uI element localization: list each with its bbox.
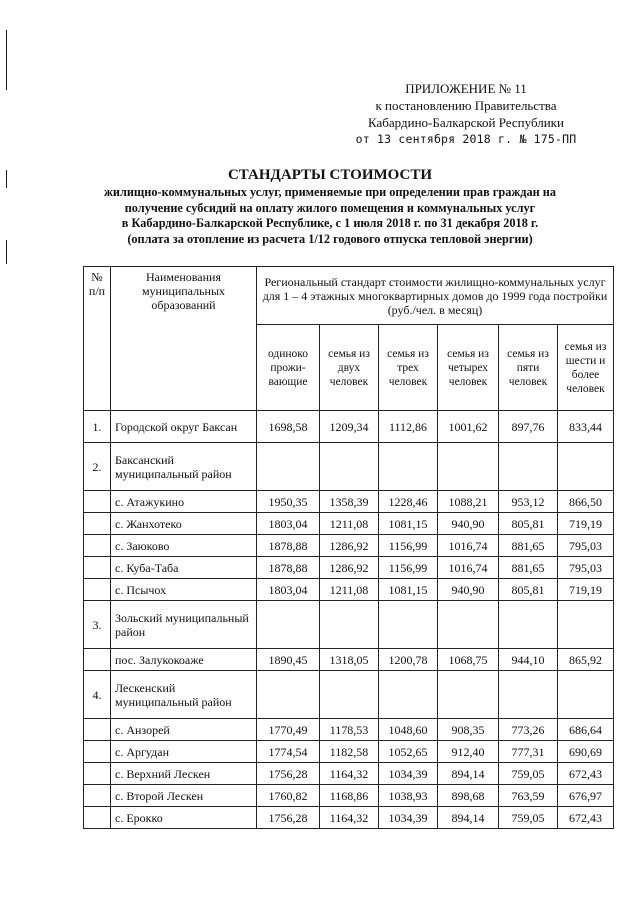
- document-heading: [70, 166, 590, 247]
- table-row: [84, 557, 614, 579]
- row-value: [558, 443, 614, 491]
- table-row: [84, 513, 614, 535]
- row-name: с. Псычох: [111, 579, 257, 601]
- row-value: 908,35: [438, 719, 499, 741]
- appendix-title: ПРИЛОЖЕНИЕ № 11: [405, 81, 527, 96]
- row-value: 1200,78: [379, 649, 438, 671]
- row-value: 1156,99: [379, 557, 438, 579]
- row-value: 1112,86: [379, 411, 438, 443]
- row-value: [379, 671, 438, 719]
- row-value: 953,12: [499, 491, 558, 513]
- row-name: с. Ерокко: [111, 807, 257, 829]
- row-value: 759,05: [499, 763, 558, 785]
- row-value: 686,64: [558, 719, 614, 741]
- row-number: [84, 785, 111, 807]
- row-value: 898,68: [438, 785, 499, 807]
- document-title: СТАНДАРТЫ СТОИМОСТИ: [227, 167, 433, 183]
- row-value: 1034,39: [379, 763, 438, 785]
- table-row: [84, 719, 614, 741]
- column-header: семья из трех человек: [379, 325, 438, 411]
- row-name: Лескенский муниципальный район: [111, 671, 257, 719]
- row-number: [84, 579, 111, 601]
- document-subtitle-line: жилищно-коммунальных услуг, применяемые при определении прав граждан на: [103, 185, 557, 199]
- row-value: 672,43: [558, 807, 614, 829]
- row-value: 1286,92: [320, 557, 379, 579]
- row-name: с. Второй Лескен: [111, 785, 257, 807]
- header-group: Региональный стандарт стоимости жилищно-коммунальных услуг для 1 – 4 этажных многоквартирных домов до 1999 года постройки (руб./чел. в месяц): [257, 267, 614, 325]
- row-value: 1760,82: [257, 785, 320, 807]
- row-value: 1756,28: [257, 807, 320, 829]
- document-subtitle-line: (оплата за отопление из расчета 1/12 годового отпуска тепловой энергии): [127, 231, 533, 246]
- table-row: [84, 491, 614, 513]
- row-value: 894,14: [438, 807, 499, 829]
- table-row: [84, 535, 614, 557]
- row-value: 1770,49: [257, 719, 320, 741]
- row-number: [84, 763, 111, 785]
- row-value: 1228,46: [379, 491, 438, 513]
- row-value: 881,65: [499, 535, 558, 557]
- scan-margin-mark: [6, 240, 7, 264]
- row-value: 690,69: [558, 741, 614, 763]
- column-header: семья из пяти человек: [499, 325, 558, 411]
- scan-margin-mark: [6, 170, 7, 188]
- row-value: 759,05: [499, 807, 558, 829]
- table-row: [84, 671, 614, 719]
- row-value: 719,19: [558, 513, 614, 535]
- table-row: [84, 741, 614, 763]
- row-number: [84, 491, 111, 513]
- row-value: [438, 671, 499, 719]
- column-header: семья из четырех человек: [438, 325, 499, 411]
- row-value: 1048,60: [379, 719, 438, 741]
- row-value: 795,03: [558, 557, 614, 579]
- row-value: 833,44: [558, 411, 614, 443]
- row-value: 1878,88: [257, 535, 320, 557]
- header-name: Наименования муниципальных образований: [111, 267, 257, 411]
- row-name: Баксанский муниципальный район: [111, 443, 257, 491]
- row-number: [84, 741, 111, 763]
- row-name: с. Анзорей: [111, 719, 257, 741]
- row-value: 1081,15: [379, 579, 438, 601]
- row-value: [320, 601, 379, 649]
- row-value: 1358,39: [320, 491, 379, 513]
- row-value: 1068,75: [438, 649, 499, 671]
- row-value: [558, 601, 614, 649]
- row-number: [84, 807, 111, 829]
- row-number: 3.: [84, 601, 111, 649]
- row-value: [257, 601, 320, 649]
- row-value: 1209,34: [320, 411, 379, 443]
- row-name: с. Заюково: [111, 535, 257, 557]
- row-value: 1038,93: [379, 785, 438, 807]
- header-number: № п/п: [84, 267, 111, 411]
- column-header: одиноко прожи-вающие: [257, 325, 320, 411]
- row-number: [84, 535, 111, 557]
- appendix-line: к постановлению Правительства: [375, 98, 557, 113]
- row-number: 2.: [84, 443, 111, 491]
- table-row: [84, 443, 614, 491]
- row-value: [558, 671, 614, 719]
- row-value: 912,40: [438, 741, 499, 763]
- row-value: 1803,04: [257, 513, 320, 535]
- row-value: 1016,74: [438, 535, 499, 557]
- row-value: 773,26: [499, 719, 558, 741]
- row-value: [257, 671, 320, 719]
- row-number: 1.: [84, 411, 111, 443]
- row-value: 940,90: [438, 513, 499, 535]
- row-value: [499, 671, 558, 719]
- appendix-block: [330, 80, 602, 148]
- scan-margin-mark: [6, 30, 7, 90]
- row-value: 1286,92: [320, 535, 379, 557]
- appendix-line: Кабардино-Балкарской Республики: [368, 115, 564, 130]
- row-value: 865,92: [558, 649, 614, 671]
- row-value: [257, 443, 320, 491]
- row-value: [320, 443, 379, 491]
- row-value: 944,10: [499, 649, 558, 671]
- table-row: [84, 411, 614, 443]
- row-value: 1950,35: [257, 491, 320, 513]
- row-value: 1052,65: [379, 741, 438, 763]
- row-value: 1698,58: [257, 411, 320, 443]
- column-header: семья из двух человек: [320, 325, 379, 411]
- row-value: 1890,45: [257, 649, 320, 671]
- row-value: 1001,62: [438, 411, 499, 443]
- table-row: [84, 785, 614, 807]
- row-value: 1774,54: [257, 741, 320, 763]
- row-name: с. Атажукино: [111, 491, 257, 513]
- row-number: [84, 557, 111, 579]
- row-value: 805,81: [499, 513, 558, 535]
- row-value: 1211,08: [320, 579, 379, 601]
- row-value: 676,97: [558, 785, 614, 807]
- row-number: [84, 719, 111, 741]
- row-value: 940,90: [438, 579, 499, 601]
- table-row: [84, 649, 614, 671]
- row-value: 1016,74: [438, 557, 499, 579]
- row-name: с. Аргудан: [111, 741, 257, 763]
- row-value: [379, 443, 438, 491]
- row-name: с. Куба-Таба: [111, 557, 257, 579]
- row-value: 897,76: [499, 411, 558, 443]
- table-row: [84, 763, 614, 785]
- row-value: [499, 601, 558, 649]
- row-value: 894,14: [438, 763, 499, 785]
- row-value: 866,50: [558, 491, 614, 513]
- row-value: 1756,28: [257, 763, 320, 785]
- row-value: 881,65: [499, 557, 558, 579]
- row-value: 672,43: [558, 763, 614, 785]
- row-name: Зольский муниципальный район: [111, 601, 257, 649]
- row-name: пос. Залукокоаже: [111, 649, 257, 671]
- document-subtitle-line: получение субсидий на оплату жилого помещения и коммунальных услуг: [124, 200, 536, 215]
- row-value: 1211,08: [320, 513, 379, 535]
- row-value: 1168,86: [320, 785, 379, 807]
- row-value: 795,03: [558, 535, 614, 557]
- row-value: [438, 443, 499, 491]
- row-number: [84, 513, 111, 535]
- row-value: 1164,32: [320, 807, 379, 829]
- row-value: 777,31: [499, 741, 558, 763]
- row-value: 1156,99: [379, 535, 438, 557]
- row-value: 719,19: [558, 579, 614, 601]
- table-row: [84, 807, 614, 829]
- appendix-date: от 13 сентября 2018 г. № 175-ПП: [355, 132, 577, 146]
- row-value: [438, 601, 499, 649]
- document-subtitle-line: в Кабардино-Балкарской Республике, с 1 июля 2018 г. по 31 декабря 2018 г.: [121, 216, 539, 231]
- row-value: 1034,39: [379, 807, 438, 829]
- row-value: 805,81: [499, 579, 558, 601]
- row-value: 1803,04: [257, 579, 320, 601]
- row-name: с. Жанхотеко: [111, 513, 257, 535]
- row-value: 763,59: [499, 785, 558, 807]
- row-value: 1182,58: [320, 741, 379, 763]
- table-row: [84, 601, 614, 649]
- row-value: [379, 601, 438, 649]
- row-name: Городской округ Баксан: [111, 411, 257, 443]
- row-value: [499, 443, 558, 491]
- row-value: [320, 671, 379, 719]
- row-number: 4.: [84, 671, 111, 719]
- column-header: семья из шести и более человек: [558, 325, 614, 411]
- row-value: 1164,32: [320, 763, 379, 785]
- table-row: [84, 579, 614, 601]
- row-value: 1088,21: [438, 491, 499, 513]
- row-value: 1178,53: [320, 719, 379, 741]
- row-number: [84, 649, 111, 671]
- row-name: с. Верхний Лескен: [111, 763, 257, 785]
- row-value: 1318,05: [320, 649, 379, 671]
- row-value: 1878,88: [257, 557, 320, 579]
- row-value: 1081,15: [379, 513, 438, 535]
- standards-table: [83, 266, 614, 829]
